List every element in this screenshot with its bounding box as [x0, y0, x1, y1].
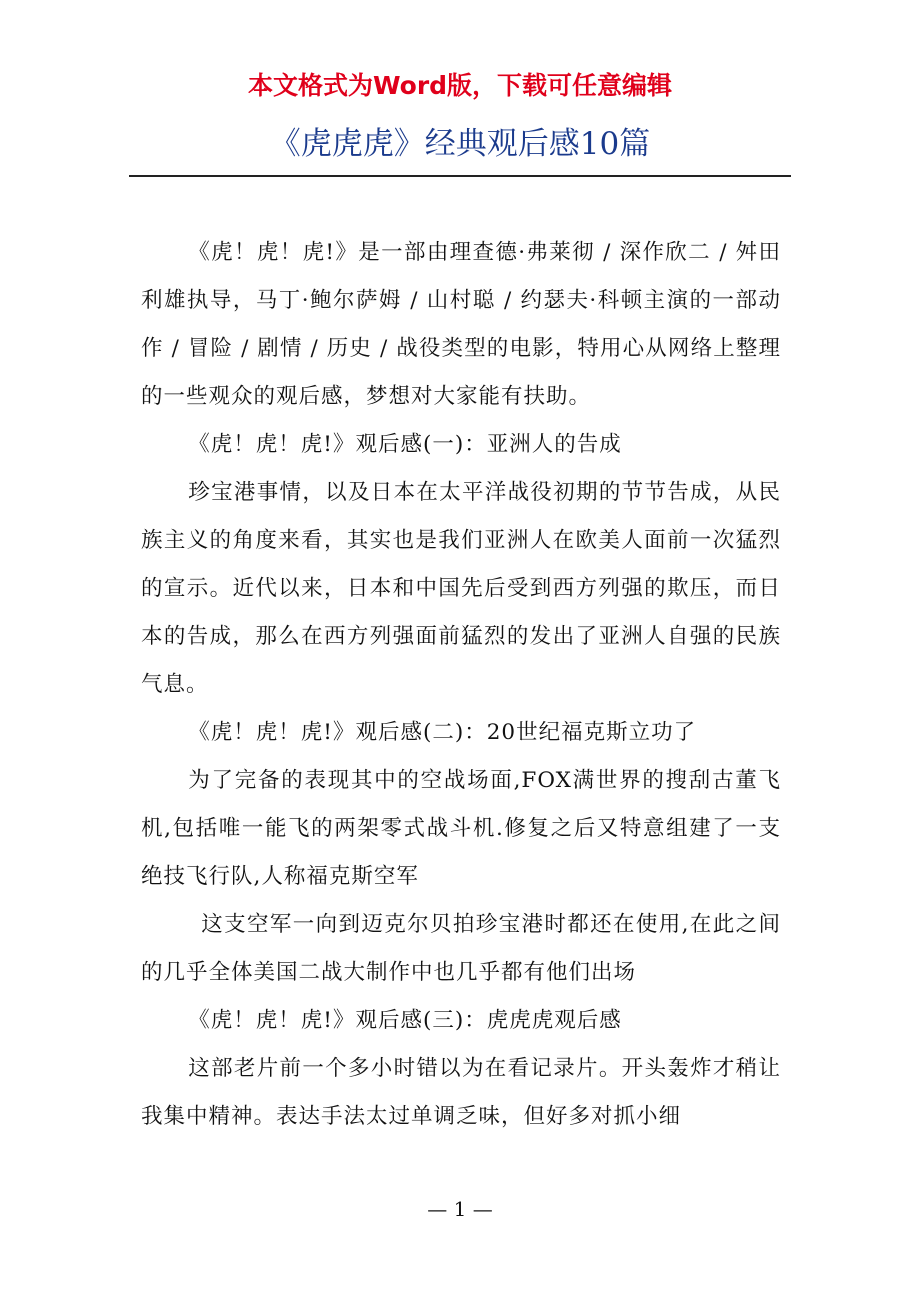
body-paragraph: 这支空军一向到迈克尔贝拍珍宝港时都还在使用,在此之间的几乎全体美国二战大制作中也几乎都有他们出场 [141, 912, 781, 985]
page-number: — 1 — [427, 1197, 493, 1221]
section-heading-3: 《虎！虎！虎!》观后感(三)：虎虎虎观后感 [188, 1008, 622, 1033]
document-body [141, 229, 781, 1141]
body-paragraph: 珍宝港事情，以及日本在太平洋战役初期的节节告成，从民族主义的角度来看，其实也是我们亚洲人在欧美人面前一次猛烈的宣示。近代以来，日本和中国先后受到西方列强的欺压，而日本的告成，那么在西方列强面前猛烈的发出了亚洲人自强的民族气息。 [141, 480, 781, 697]
section-heading-2: 《虎！虎！虎!》观后感(二)：20世纪福克斯立功了 [188, 720, 697, 745]
format-notice-banner: 本文格式为Word版，下载可任意编辑 [247, 71, 673, 100]
intro-paragraph: 《虎！虎！虎!》是一部由理查德·弗莱彻 / 深作欣二 / 舛田利雄执导，马丁·鲍尔萨姆 / 山村聪 / 约瑟夫·科顿主演的一部动作 / 冒险 / 剧情 / 历史 / 战役类型的电影，特用心从网络上整理的一些观众的观后感，梦想对大家能有扶助。 [141, 240, 781, 409]
body-paragraph: 为了完备的表现其中的空战场面,FOX满世界的搜刮古董飞机,包括唯一能飞的两架零式战斗机.修复之后又特意组建了一支绝技飞行队,人称福克斯空军 [141, 768, 781, 889]
title-divider [129, 175, 791, 177]
section-heading-1: 《虎！虎！虎!》观后感(一)：亚洲人的告成 [188, 432, 622, 457]
body-paragraph: 这部老片前一个多小时错以为在看记录片。开头轰炸才稍让我集中精神。表达手法太过单调乏味，但好多对抓小细 [141, 1056, 781, 1129]
document-title: 《虎虎虎》经典观后感10篇 [269, 126, 651, 162]
